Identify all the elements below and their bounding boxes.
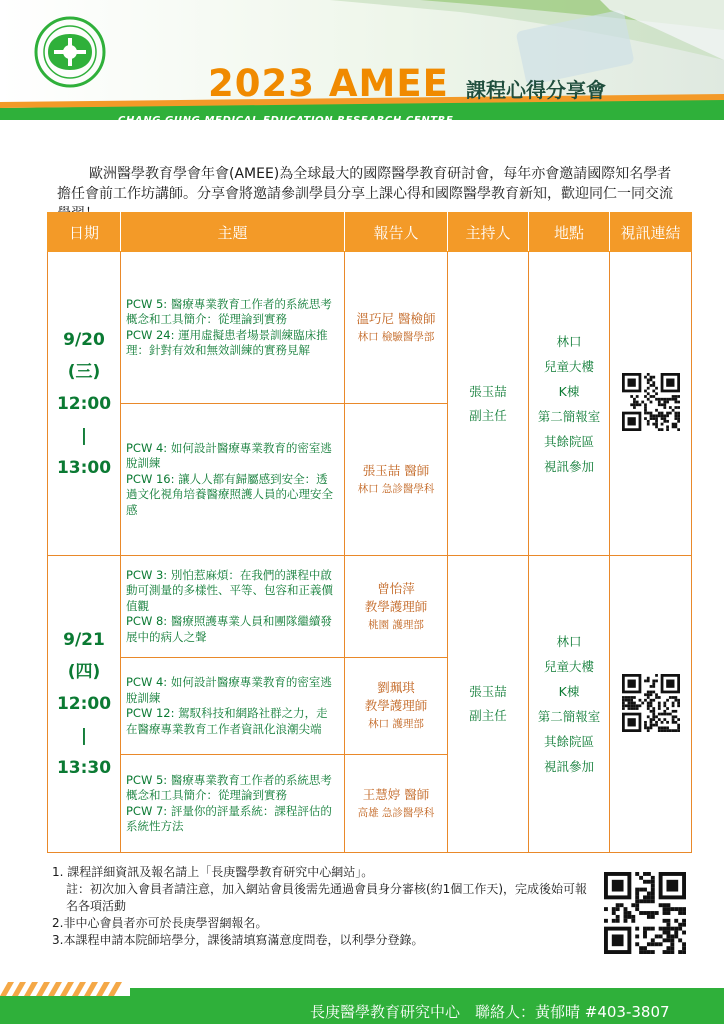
topic-item: PCW 12: 駕馭科技和網路社群之力，走在醫療專業教育工作者資訊化浪潮尖端 <box>126 706 328 736</box>
qr-code-icon[interactable] <box>622 674 680 732</box>
speaker-cell <box>345 556 448 658</box>
speaker-dept: 林口 檢驗醫學部 <box>357 330 435 343</box>
location-line: 第二簡報室 <box>537 408 601 424</box>
schedule-table <box>47 212 692 853</box>
topic-item: PCW 5: 醫療專業教育工作者的系統思考概念和工具簡介：從理論到實務 <box>126 772 332 802</box>
start-time: 12:00 <box>56 393 112 414</box>
speaker-dept: 林口 急診醫學科 <box>357 482 435 495</box>
note-item: 1. 課程詳細資訊及報名請上「長庚醫學教育研究中心網站」。 <box>52 865 374 879</box>
speaker-title: 教學護理師 <box>364 598 428 614</box>
time-separator: | <box>80 726 88 746</box>
topic-item: PCW 4: 如何設計醫療專業教育的密室逃脫訓練 <box>126 440 332 471</box>
note-item: 3.本課程申請本院師培學分，課後請填寫滿意度問卷，以利學分登錄。 <box>52 933 424 947</box>
host-cell <box>448 252 529 556</box>
location-line: K棟 <box>558 383 580 399</box>
qr-code-icon[interactable] <box>622 373 680 431</box>
date-text: 9/21 <box>63 630 105 650</box>
location-line: 第二簡報室 <box>537 709 601 724</box>
note-item: 註：初次加入會員者請注意，加入網站會員後需先通過會員身分審核(約1個工作天)，完成後始可報名各項活動 <box>66 882 588 913</box>
header-speaker: 報告人 <box>345 213 448 252</box>
page-subtitle: 課程心得分享會 <box>466 78 606 102</box>
speaker-name: 張玉喆 醫師 <box>362 462 430 478</box>
talk-topics <box>121 755 345 853</box>
video-link-cell[interactable] <box>610 556 692 853</box>
speaker-title: 教學護理師 <box>364 698 428 713</box>
location-line: 其餘院區 <box>543 734 594 749</box>
video-link-cell[interactable] <box>610 252 692 556</box>
time-separator: | <box>80 425 88 446</box>
footer-contact: 長庚醫學教育研究中心 聯絡人：黃郁晴 #403-3807 <box>310 1003 670 1021</box>
page-title: 2023 AMEE <box>208 62 449 105</box>
logo-emblem-icon <box>22 12 118 92</box>
speaker-name: 溫巧尼 醫檢師 <box>356 310 436 326</box>
topic-item: PCW 3: 別怕惹麻煩：在我們的課程中啟動可測量的多樣性、平等、包容和正義價值觀 <box>126 567 333 613</box>
end-time: 13:00 <box>56 457 112 478</box>
header-video-link: 視訊連結 <box>610 213 692 252</box>
header-bar-text: CHANG GUNG MEDICAL EDUCATION RESEARCH CENTRE <box>118 115 454 126</box>
speaker-cell <box>345 658 448 755</box>
host-cell <box>448 556 529 853</box>
cmec-logo <box>22 12 118 92</box>
host-name: 張玉喆 <box>469 684 507 699</box>
footer-stripe <box>0 982 724 996</box>
notes-section <box>52 864 592 949</box>
speaker-name: 劉珮琪 <box>377 680 415 695</box>
table-row <box>48 556 692 658</box>
location-line: 視訊參加 <box>543 458 594 474</box>
location-line: 其餘院區 <box>543 433 594 449</box>
location-line: K棟 <box>558 684 580 699</box>
talk-topics <box>121 252 345 404</box>
weekday-text: (三) <box>67 361 101 382</box>
location-cell <box>529 252 610 556</box>
host-title: 副主任 <box>469 407 507 423</box>
location-cell <box>529 556 610 853</box>
location-line: 兒童大樓 <box>543 659 594 674</box>
topic-item: PCW 4: 如何設計醫療專業教育的密室逃脫訓練 <box>126 675 332 705</box>
table-header-row <box>48 213 692 252</box>
location-line: 視訊參加 <box>543 759 594 774</box>
speaker-dept: 林口 護理部 <box>368 718 424 730</box>
speaker-name: 王慧婷 醫師 <box>362 786 430 802</box>
start-time: 12:00 <box>56 694 112 714</box>
table-row <box>48 252 692 404</box>
speaker-cell <box>345 404 448 556</box>
speaker-name: 曾怡萍 <box>377 580 415 596</box>
header-location: 地點 <box>529 213 610 252</box>
end-time: 13:30 <box>56 758 112 778</box>
header-host: 主持人 <box>448 213 529 252</box>
speaker-dept: 高雄 急診醫學科 <box>357 806 435 819</box>
location-line: 兒童大樓 <box>543 358 594 374</box>
location-line: 林口 <box>556 333 582 349</box>
talk-topics <box>121 556 345 658</box>
topic-item: PCW 8: 醫療照護專業人員和團隊繼續發展中的病人之聲 <box>126 614 332 644</box>
intro-paragraph: 歐洲醫學教育學會年會(AMEE)為全球最大的國際醫學教育研討會，每年亦會邀請國際知名學者擔任會前工作坊講師。分享會將邀請參訓學員分享上課心得和國際醫學教育新知，歡迎同仁一同交流 <box>57 166 673 202</box>
topic-item: PCW 24: 運用虛擬患者場景訓練臨床推理：針對有效和無效訓練的實務見解 <box>126 327 328 357</box>
weekday-text: (四) <box>67 662 101 682</box>
location-line: 林口 <box>556 634 582 649</box>
talk-topics <box>121 658 345 755</box>
session-date <box>48 252 121 556</box>
speaker-dept: 桃園 護理部 <box>368 618 424 631</box>
host-title: 副主任 <box>469 708 507 723</box>
header-topic: 主題 <box>121 213 345 252</box>
speaker-cell <box>345 755 448 853</box>
header-date: 日期 <box>48 213 121 252</box>
topic-item: PCW 7: 評量你的評量系統：課程評估的系統性方法 <box>126 803 332 833</box>
host-name: 張玉喆 <box>469 383 507 399</box>
note-item: 2.非中心會員者亦可於長庚學習網報名。 <box>52 916 268 930</box>
registration-qr-code-icon[interactable] <box>604 872 686 954</box>
talk-topics <box>121 404 345 556</box>
topic-item: PCW 5: 醫療專業教育工作者的系統思考概念和工具簡介：從理論到實務 <box>126 296 332 326</box>
session-date <box>48 556 121 853</box>
date-text: 9/20 <box>63 329 105 350</box>
speaker-cell <box>345 252 448 404</box>
topic-item: PCW 16: 讓人人都有歸屬感到安全：透過文化視角培養醫療照護人員的心理安全感 <box>126 471 333 517</box>
